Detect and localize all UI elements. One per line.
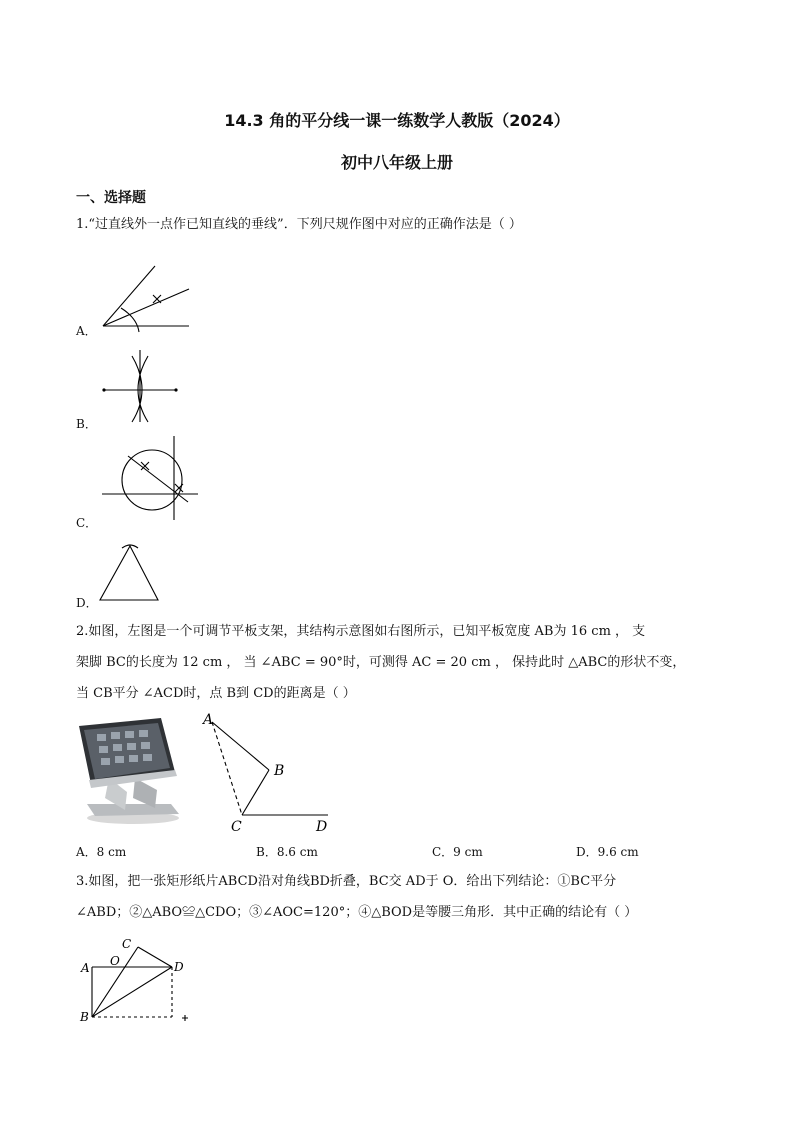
- q1-option-b-label: B．: [76, 417, 97, 431]
- q2-label-d: D: [316, 819, 328, 835]
- q2-option-a: A．8 cm: [76, 845, 127, 859]
- doc-title-line1: 14.3 角的平分线一课一练数学人教版（2024）: [224, 111, 570, 130]
- q1-figure-c: [100, 434, 200, 522]
- doc-title-line2: 初中八年级上册: [340, 153, 453, 172]
- q2-option-d: D．9.6 cm: [576, 845, 639, 859]
- q3-label-d: D: [174, 960, 184, 974]
- q2-label-b: B: [274, 763, 285, 779]
- section-heading: 一、选择题: [76, 190, 146, 206]
- q3-label-b: B: [80, 1010, 89, 1024]
- q1-figure-a: [95, 262, 195, 334]
- tablet-stand-photo: [75, 718, 185, 826]
- q1-stem: 1.“过直线外一点作已知直线的垂线”．下列尺规作图中对应的正确作法是（ ）: [76, 217, 522, 232]
- q2-text-line2: 架脚 BC的长度为 12 cm ， 当 ∠ABC = 90°时，可测得 AC = 20 cm ， 保持此时 △ABC的形状不变，: [76, 655, 686, 670]
- q3-fold-diagram: [76, 935, 196, 1027]
- q2-triangle-diagram: [195, 710, 340, 836]
- q3-label-o: O: [110, 954, 120, 968]
- q1-option-d-label: D．: [76, 596, 98, 610]
- q2-option-c: C．9 cm: [432, 845, 483, 859]
- q1-figure-b: [100, 348, 184, 424]
- q3-text-line2: ∠ABD；②△ABO≌△CDO；③∠AOC=120°；④△BOD是等腰三角形．其中正确的结论有（ ）: [76, 905, 638, 920]
- q2-label-a: A: [203, 712, 214, 728]
- q1-figure-d: [96, 542, 166, 604]
- q2-text-line1: 2.如图，左图是一个可调节平板支架，其结构示意图如右图所示，已知平板宽度 AB为 16 cm ， 支: [76, 624, 646, 639]
- q2-text-line3: 当 CB平分 ∠ACD时，点 B到 CD的距离是（ ）: [76, 686, 356, 701]
- q3-label-c: C: [122, 937, 132, 951]
- q3-text-line1: 3.如图，把一张矩形纸片ABCD沿对角线BD折叠，BC交 AD于 O．给出下列结论：①BC平分: [76, 874, 617, 889]
- q3-label-a: A: [81, 961, 90, 975]
- q1-option-c-label: C．: [76, 516, 98, 530]
- q2-label-c: C: [231, 819, 242, 835]
- q2-option-b: B．8.6 cm: [256, 845, 318, 859]
- q1-option-a-label: A．: [76, 324, 97, 338]
